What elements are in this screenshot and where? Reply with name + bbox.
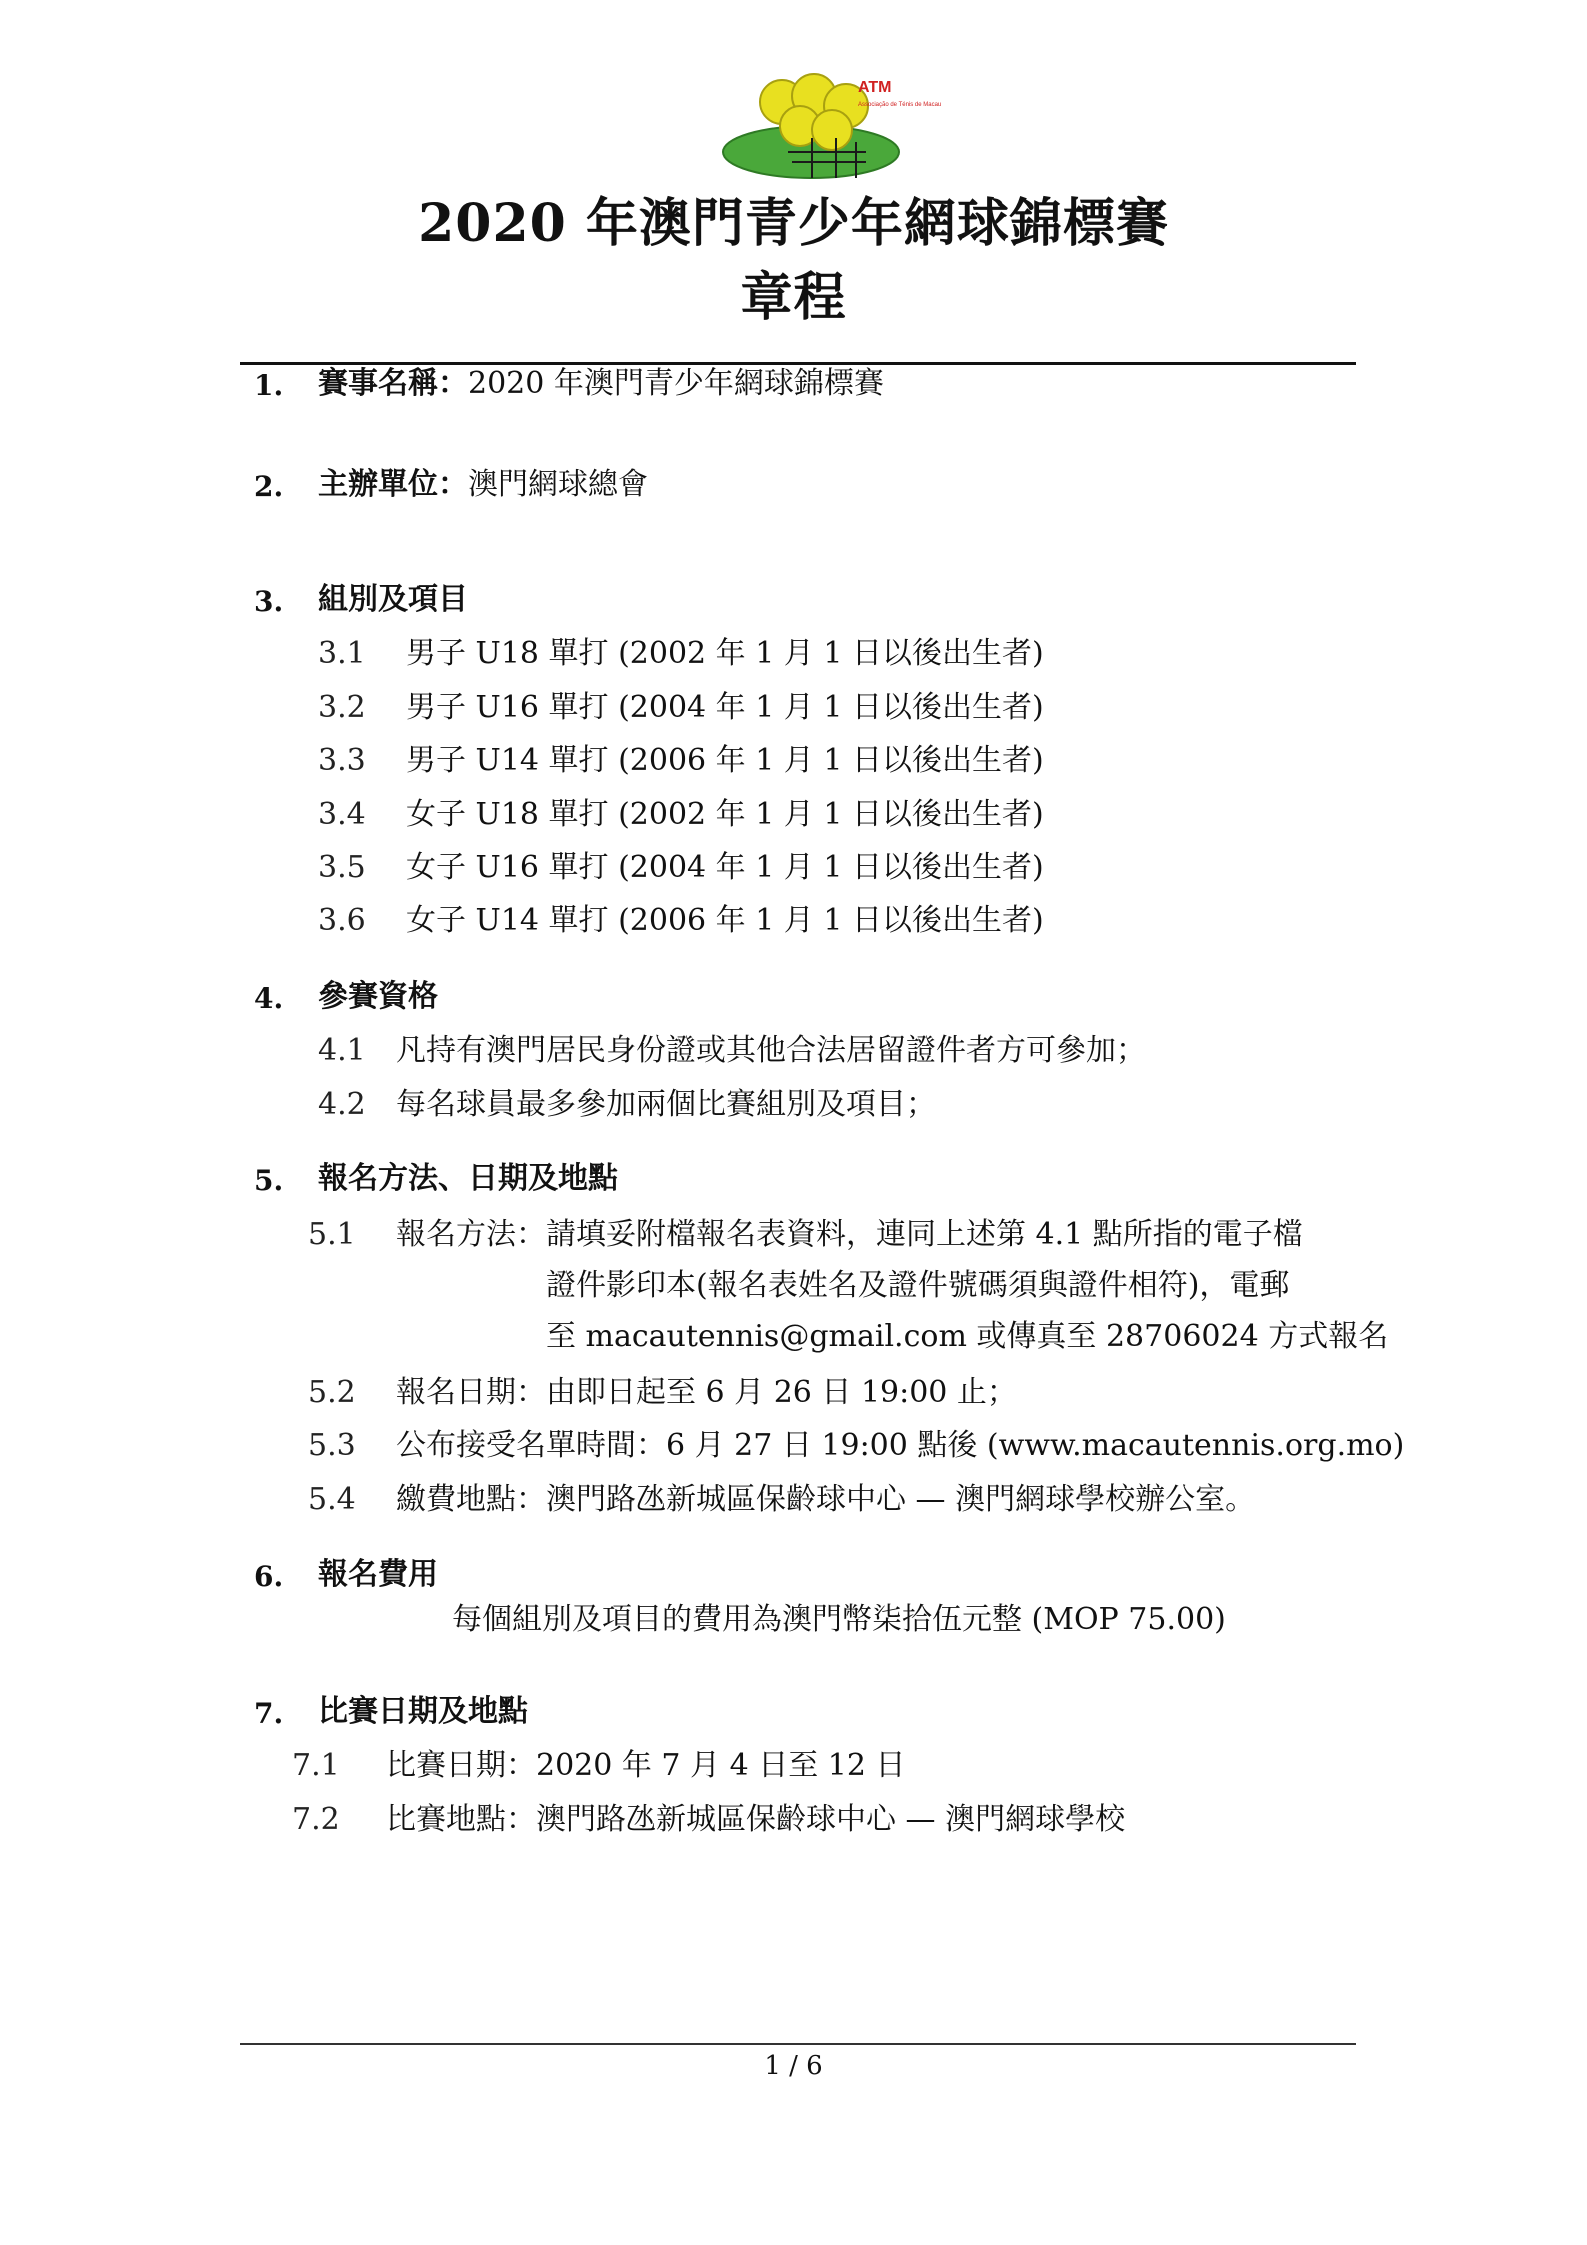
section-4-number: 4. <box>254 982 284 1015</box>
section-1-number: 1. <box>254 369 284 402</box>
item-3-3-number: 3.3 <box>318 743 366 778</box>
item-4-1-text: 凡持有澳門居民身份證或其他合法居留證件者方可參加； <box>396 1033 1146 1068</box>
item-4-1-number: 4.1 <box>318 1033 366 1068</box>
section-7-number: 7. <box>254 1697 284 1730</box>
section-6-body: 每個組別及項目的費用為澳門幣柒拾伍元整 (MOP 75.00) <box>452 1602 1226 1637</box>
item-3-6-number: 3.6 <box>318 903 366 938</box>
logo-text: ATM <box>858 79 892 96</box>
tennis-association-logo <box>716 66 942 186</box>
item-5-2-text: 報名日期：由即日起至 6 月 26 日 19:00 止； <box>396 1375 1017 1410</box>
item-3-2-number: 3.2 <box>318 690 366 725</box>
document-title: 2020 年澳門青少年網球錦標賽 <box>418 193 1169 254</box>
item-3-4-number: 3.4 <box>318 797 366 832</box>
item-3-1-number: 3.1 <box>318 636 366 671</box>
logo-subtext: Associação de Ténis de Macau <box>858 102 942 108</box>
section-2-heading <box>318 465 648 505</box>
item-3-3-text: 男子 U14 單打 (2006 年 1 月 1 日以後出生者) <box>406 743 1044 778</box>
item-3-5-text: 女子 U16 單打 (2004 年 1 月 1 日以後出生者) <box>406 850 1044 885</box>
item-7-1-number: 7.1 <box>292 1748 340 1783</box>
section-6-number: 6. <box>254 1560 284 1593</box>
footer-divider <box>240 2043 1356 2045</box>
item-7-2-text: 比賽地點：澳門路氹新城區保齡球中心 — 澳門網球學校 <box>386 1802 1126 1837</box>
item-5-4-number: 5.4 <box>308 1482 356 1517</box>
item-5-3-text: 公布接受名單時間：6 月 27 日 19:00 點後 (www.macautennis.org.mo) <box>396 1428 1405 1463</box>
section-2-label: 主辦單位： <box>318 467 468 502</box>
page-number: 1 / 6 <box>764 2051 823 2081</box>
section-1-label: 賽事名稱： <box>318 366 468 401</box>
item-3-2-text: 男子 U16 單打 (2004 年 1 月 1 日以後出生者) <box>406 690 1044 725</box>
item-7-1-text: 比賽日期：2020 年 7 月 4 日至 12 日 <box>386 1748 906 1783</box>
section-7-heading: 比賽日期及地點 <box>318 1694 528 1729</box>
section-2-value: 澳門網球總會 <box>468 467 648 502</box>
section-2-number: 2. <box>254 470 284 503</box>
item-5-2-number: 5.2 <box>308 1375 356 1410</box>
item-4-2-text: 每名球員最多參加兩個比賽組別及項目； <box>396 1087 936 1122</box>
item-5-4-text: 繳費地點：澳門路氹新城區保齡球中心 — 澳門網球學校辦公室。 <box>396 1482 1256 1517</box>
section-4-heading: 參賽資格 <box>318 979 438 1014</box>
section-5-heading: 報名方法、日期及地點 <box>318 1161 618 1196</box>
item-3-5-number: 3.5 <box>318 850 366 885</box>
item-3-6-text: 女子 U14 單打 (2006 年 1 月 1 日以後出生者) <box>406 903 1044 938</box>
item-7-2-number: 7.2 <box>292 1802 340 1837</box>
section-3-number: 3. <box>254 585 284 618</box>
item-5-1-continuation-2: 至 macautennis@gmail.com 或傳真至 28706024 方式報名 <box>546 1319 1389 1354</box>
item-4-2-number: 4.2 <box>318 1087 366 1122</box>
section-1-value: 2020 年澳門青少年網球錦標賽 <box>468 366 884 401</box>
item-5-1-number: 5.1 <box>308 1217 356 1252</box>
section-1-heading <box>318 364 884 404</box>
item-5-1-text: 報名方法：請填妥附檔報名表資料，連同上述第 4.1 點所指的電子檔 <box>396 1217 1303 1252</box>
document-subtitle: 章程 <box>740 267 847 328</box>
section-6-heading: 報名費用 <box>318 1557 438 1592</box>
section-5-number: 5. <box>254 1164 284 1197</box>
item-3-4-text: 女子 U18 單打 (2002 年 1 月 1 日以後出生者) <box>406 797 1044 832</box>
item-5-3-number: 5.3 <box>308 1428 356 1463</box>
section-3-heading: 組別及項目 <box>318 582 468 617</box>
item-3-1-text: 男子 U18 單打 (2002 年 1 月 1 日以後出生者) <box>406 636 1044 671</box>
item-5-1-continuation-1: 證件影印本(報名表姓名及證件號碼須與證件相符)，電郵 <box>546 1268 1290 1303</box>
